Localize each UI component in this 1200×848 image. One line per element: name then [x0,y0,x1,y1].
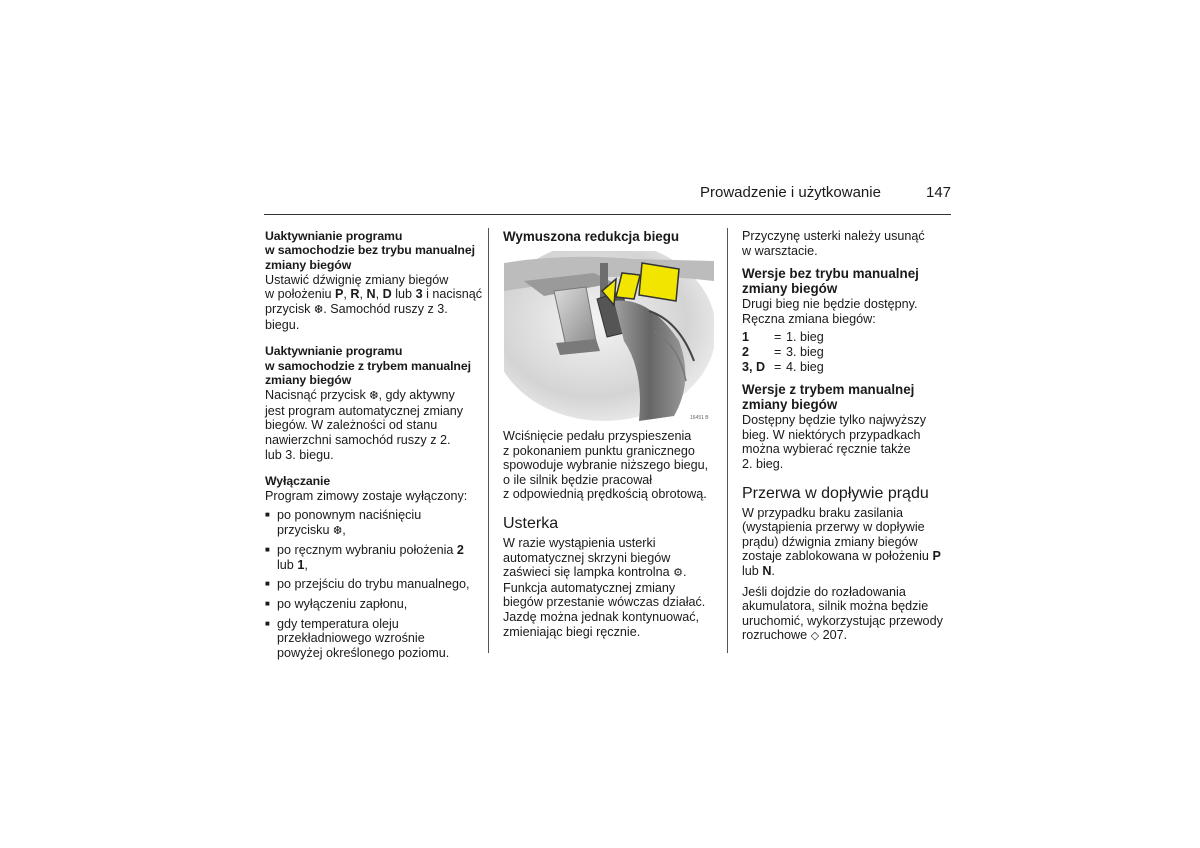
transmission-warning-icon: ⚙ [673,567,683,580]
paragraph: Wciśnięcie pedału przyspieszenia z pokonaniem punktu granicznego spowoduje wybranie niższego biegu, o ile silnik będzie pracował z odpowiednią prędkością obrotową. [503,429,709,502]
paragraph: Jeśli dojdzie do rozładowania akumulatora, silnik można będzie uruchomić, wykorzystując przewody rozruchowe ◇ 207. [742,584,943,643]
section-heading: Wymuszona redukcja biegu [503,229,680,244]
paragraph: Nacisnąć przycisk ❆, gdy aktywny jest program automatycznej zmiany biegów. W zależności od stanu nawierzchni samochód ruszy z 2. lub 3. biegu. [265,388,464,462]
column-divider [488,228,489,653]
list-item: ■ po ręcznym wybraniu położenia 2 lub 1, [265,543,483,572]
paragraph: W razie wystąpienia usterki automatycznej skrzyni biegów zaświeci się lampka kontrolna ⚙. Funkcja automatycznej zmiany biegów przestanie wówczas działać. Jazdę można jednak kontynuować, zmieniając biegi ręcznie. [503,535,706,639]
list-item: ■ po przejściu do trybu manualnego, [265,577,483,592]
gear-value: 4. bieg [786,359,824,374]
column-divider [727,228,728,653]
section-heading: Uaktywnianie programu w samochodzie z trybem manualnej zmiany biegów [265,344,471,387]
snowflake-icon: ❆ [313,304,324,317]
snowflake-icon: ❆ [369,390,379,403]
column-middle [503,229,721,245]
section-heading: Uaktywnianie programu w samochodzie bez trybu manualnej zmiany biegów [265,229,475,272]
column-left [265,229,483,665]
paragraph: Przyczynę usterki należy usunąć w warsztacie. [742,229,925,258]
gear-key: 2 [742,344,750,359]
page-reference-icon: ◇ [810,630,820,643]
page-number: 147 [926,184,952,201]
column-middle-lower [503,429,723,645]
paragraph: Program zimowy zostaje wyłączony: [265,489,468,504]
paragraph: Drugi bieg nie będzie dostępny. Ręczna zmiana biegów: [742,297,918,326]
section-heading: Wersje bez trybu manualnej zmiany biegów [742,266,919,297]
paragraph: W przypadku braku zasilania (wystąpienia przerwy w dopływie prądu) dźwignia zmiany biegów zostaje zablokowana w położeniu P lub N. [742,505,941,578]
column-right [742,229,954,650]
paragraph: Ustawić dźwignię zmiany biegów w położeniu P, R, N, D lub 3 i nacisnąć przycisk ❆. Samochód ruszy z 3. biegu. [265,272,483,332]
gear-key: 1 [742,330,750,345]
section-heading-large: Przerwa w dopływie prądu [742,484,929,502]
page-header-title: Prowadzenie i użytkowanie [700,184,881,201]
list-item: ■ po ponownym naciśnięciu przycisku ❆, [265,508,483,538]
gear-key: 3, D [742,359,766,374]
gear-value: 1. bieg [786,330,824,345]
list-item: ■ po wyłączeniu zapłonu, [265,597,483,612]
gear-value: 3. bieg [786,344,824,359]
snowflake-icon: ❆ [332,524,343,537]
list-item: ■ gdy temperatura oleju przekładniowego wzrośnie powyżej określonego poziomu. [265,617,483,661]
section-heading-large: Usterka [503,514,559,532]
section-heading: Wyłączanie [265,474,331,489]
kickdown-pedal-illustration [504,251,714,426]
image-code: 16451 B [690,415,709,421]
bullet-list [265,508,483,660]
header-divider [264,214,951,215]
gear-table: 1 = 1. bieg 2 = 3. bieg 3, D = 4. bieg [742,330,954,374]
section-heading: Wersje z trybem manualnej zmiany biegów [742,382,915,413]
paragraph: Dostępny będzie tylko najwyższy bieg. W niektórych przypadkach można wybierać ręcznie także 2. bieg. [742,413,927,471]
